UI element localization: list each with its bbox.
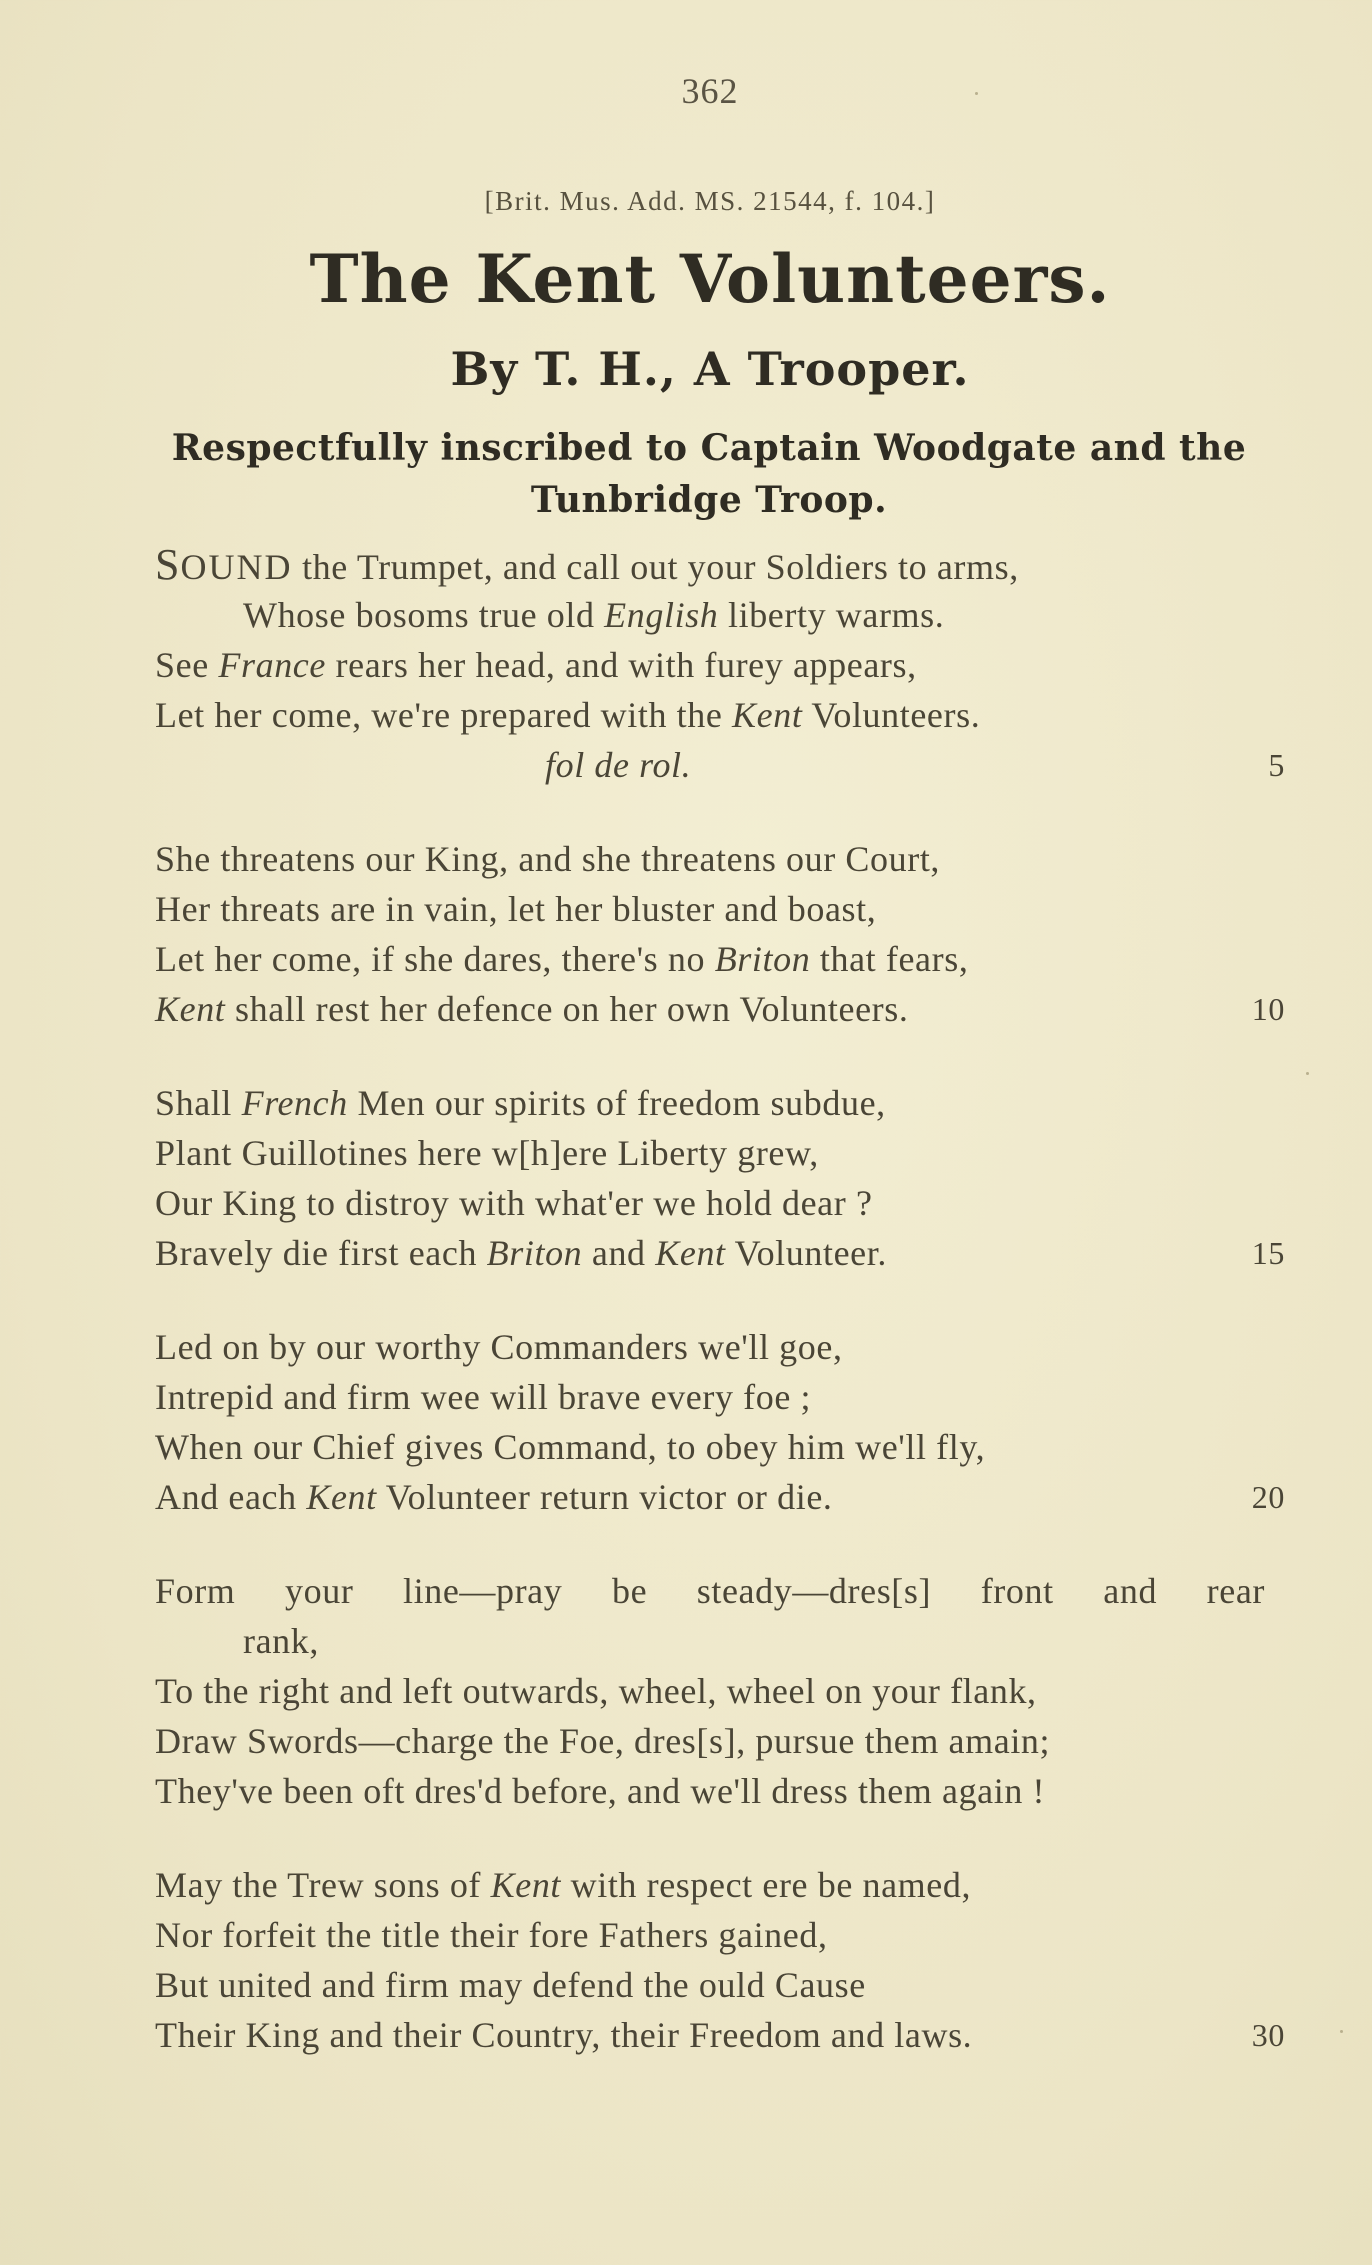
line-text: Volunteers. bbox=[802, 695, 981, 735]
poem-line bbox=[155, 934, 1275, 984]
stanza-2 bbox=[155, 834, 1285, 1034]
line-number: 5 bbox=[1268, 747, 1285, 783]
poem-line: They've been oft dres'd before, and we'll dress them again ! bbox=[155, 1771, 1046, 1811]
poem-line bbox=[155, 1860, 1275, 1910]
line-text: Their King and their Country, their Freedom and laws. bbox=[155, 2015, 973, 2055]
page-number: 362 bbox=[681, 71, 739, 111]
poem-line bbox=[155, 1078, 1275, 1128]
paper-speck bbox=[1306, 1072, 1309, 1075]
line-text: and bbox=[582, 1233, 656, 1273]
stanza-4 bbox=[155, 1322, 1285, 1522]
poem-line: Draw Swords—charge the Foe, dres[s], pursue them amain; bbox=[155, 1721, 1051, 1761]
line-text: Shall bbox=[155, 1083, 242, 1123]
line-text: Bravely die first each bbox=[155, 1233, 487, 1273]
italic-word: Kent bbox=[490, 1865, 562, 1905]
poem-line-continuation: rank, bbox=[243, 1621, 319, 1661]
italic-word: Briton bbox=[714, 939, 811, 979]
italic-word: France bbox=[218, 645, 326, 685]
poem-line: Intrepid and firm wee will brave every foe ; bbox=[155, 1377, 812, 1417]
poem-line: Led on by our worthy Commanders we'll goe, bbox=[155, 1327, 843, 1367]
line-text: that fears, bbox=[810, 939, 969, 979]
poem-dedication: Respectfully inscribed to Captain Woodgate and the Tunbridge Troop. bbox=[171, 427, 1247, 521]
poem-line: When our Chief gives Command, to obey him we'll fly, bbox=[155, 1427, 986, 1467]
poem-line bbox=[155, 984, 1285, 1034]
stanza-6 bbox=[155, 1860, 1285, 2060]
drop-cap: S bbox=[155, 540, 181, 589]
poem-byline: By T. H., A Trooper. bbox=[450, 342, 970, 396]
stanza-3 bbox=[155, 1078, 1285, 1278]
poem-line: Her threats are in vain, let her bluster and boast, bbox=[155, 889, 877, 929]
italic-word: Kent bbox=[655, 1233, 726, 1273]
poem-line bbox=[155, 1566, 1275, 1616]
poem-refrain bbox=[155, 740, 1285, 790]
line-text: shall rest her defence on her own Volunteers. bbox=[225, 989, 909, 1029]
line-text: the Trumpet, and call out your Soldiers to arms, bbox=[292, 547, 1019, 587]
italic-word: English bbox=[604, 595, 719, 635]
poem-line: Nor forfeit the title their fore Fathers gained, bbox=[155, 1915, 828, 1955]
poem-line bbox=[155, 640, 1275, 690]
line-text: Men our spirits of freedom subdue, bbox=[347, 1083, 886, 1123]
line-number: 20 bbox=[1251, 1479, 1285, 1515]
poem-line bbox=[155, 590, 1275, 640]
line-text: May the Trew sons of bbox=[155, 1865, 491, 1905]
line-text: rears her head, and with furey appears, bbox=[325, 645, 917, 685]
poem-line: Plant Guillotines here w[h]ere Liberty grew, bbox=[155, 1133, 819, 1173]
poem-line: Our King to distroy with what'er we hold dear ? bbox=[155, 1183, 873, 1223]
poem-title: The Kent Volunteers. bbox=[309, 240, 1111, 318]
italic-word: Kent bbox=[732, 695, 803, 735]
line-text: Volunteer. bbox=[725, 1233, 887, 1273]
paper-speck bbox=[975, 92, 978, 95]
stanza-5 bbox=[155, 1566, 1275, 1816]
poem-line bbox=[155, 1472, 1285, 1522]
italic-word: Briton bbox=[486, 1233, 583, 1273]
stanza-1 bbox=[155, 540, 1285, 790]
poem-line bbox=[155, 690, 1275, 740]
line-text: Volunteer return victor or die. bbox=[376, 1477, 833, 1517]
line-text: Let her come, if she dares, there's no bbox=[155, 939, 715, 979]
manuscript-source-note: [Brit. Mus. Add. MS. 21544, f. 104.] bbox=[484, 186, 936, 216]
line-number: 10 bbox=[1251, 991, 1285, 1027]
poem-body bbox=[155, 540, 1285, 2104]
refrain-text: fol de rol. bbox=[545, 745, 692, 785]
line-text: Form your line—pray be steady—dres[s] front and rear bbox=[155, 1571, 1265, 1611]
line-text: liberty warms. bbox=[718, 595, 945, 635]
line-text: Whose bosoms true old bbox=[243, 595, 605, 635]
italic-word: Kent bbox=[306, 1477, 377, 1517]
poem-line bbox=[155, 1228, 1285, 1278]
line-number: 15 bbox=[1251, 1235, 1285, 1271]
poem-line: But united and firm may defend the ould Cause bbox=[155, 1965, 866, 2005]
line-text: See bbox=[155, 645, 219, 685]
small-caps-word: OUND bbox=[180, 547, 293, 587]
paper-speck bbox=[1340, 2030, 1343, 2033]
line-text: Let her come, we're prepared with the bbox=[155, 695, 733, 735]
line-text: And each bbox=[155, 1477, 307, 1517]
italic-word: French bbox=[241, 1083, 348, 1123]
italic-word: Kent bbox=[155, 989, 226, 1029]
line-text: with respect ere be named, bbox=[561, 1865, 972, 1905]
poem-line: She threatens our King, and she threatens our Court, bbox=[155, 839, 941, 879]
poem-line: To the right and left outwards, wheel, wheel on your flank, bbox=[155, 1671, 1037, 1711]
poem-line bbox=[155, 2010, 1285, 2060]
poem-line bbox=[155, 540, 1275, 590]
line-number: 30 bbox=[1251, 2017, 1285, 2053]
